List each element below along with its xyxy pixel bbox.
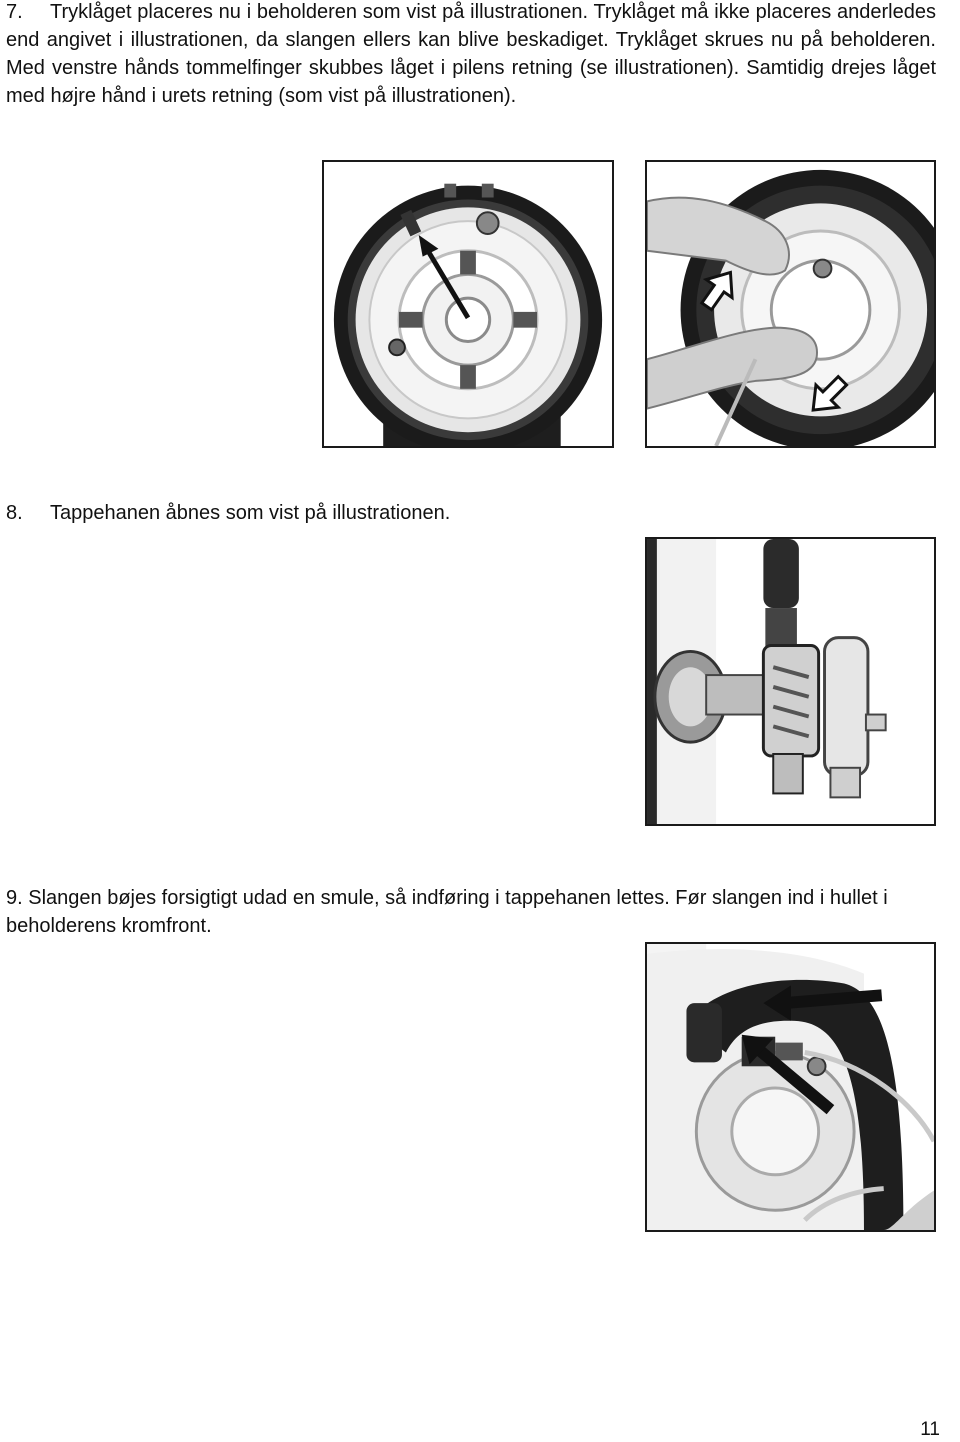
tap-body bbox=[763, 646, 818, 756]
page-number: 11 bbox=[920, 1419, 940, 1440]
step-8-number: 8. bbox=[6, 502, 23, 524]
step-8-paragraph bbox=[6, 499, 936, 527]
lid-placement-photo bbox=[322, 160, 614, 448]
upper-arrow-icon bbox=[783, 995, 882, 1003]
step-8-text: Tappehanen åbnes som vist på illustrationen. bbox=[50, 502, 451, 524]
tap-illustration bbox=[647, 539, 934, 824]
tap-opening-photo bbox=[645, 537, 936, 826]
step-7-text: Tryklåget placeres nu i beholderen som vist på illustrationen. Tryklåget må ikke placeres anderledes end angivet i illustrationen, da slangen ellers kan blive beskadiget. Tryklåget skrues nu på beholderen. Med venstre hånds tommelfinger skubbes låget i pilens retning (se illustrationen). Samtidig drejes låget med højre hånd i urets retning (som vist på illustrationen). bbox=[6, 1, 936, 107]
step-9-text: Slangen bøjes forsigtigt udad en smule, så indføring i tappehanen lettes. Før slangen ind i hullet i beholderens kromfront. bbox=[6, 887, 888, 937]
step-7-number: 7. bbox=[6, 1, 23, 23]
lid-placement-illustration bbox=[324, 162, 612, 446]
hose-insertion-illustration bbox=[647, 944, 934, 1230]
step-9-number: 9. bbox=[6, 887, 23, 909]
step-7-paragraph bbox=[6, 0, 936, 110]
lid-turning-photo bbox=[645, 160, 936, 448]
tap-cover bbox=[825, 638, 868, 776]
tap-handle bbox=[763, 539, 799, 608]
hose-insertion-photo bbox=[645, 942, 936, 1232]
step-9-paragraph bbox=[6, 884, 946, 940]
lid-turning-illustration bbox=[647, 162, 934, 446]
